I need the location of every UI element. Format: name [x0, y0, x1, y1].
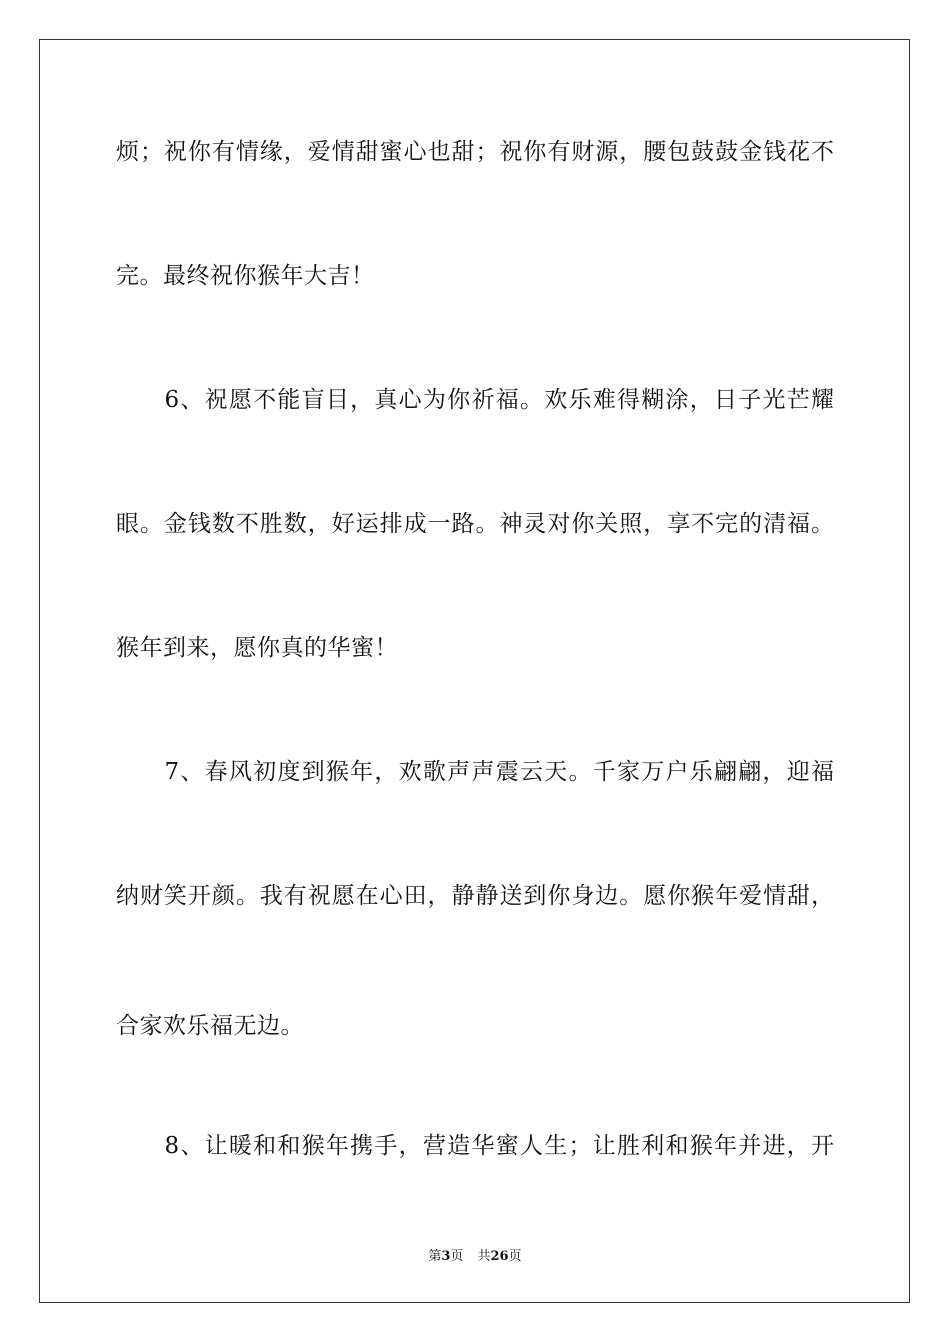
body-text-line-4: 眼。金钱数不胜数，好运排成一路。神灵对你关照，享不完的清福。 — [116, 511, 834, 537]
body-text-line-8: 合家欢乐福无边。 — [116, 1013, 304, 1039]
body-text-line-5: 猴年到来，愿你真的华蜜！ — [116, 635, 398, 661]
total-prefix: 共 — [477, 1249, 491, 1264]
page-suffix: 页 — [450, 1249, 464, 1264]
total-suffix: 页 — [508, 1249, 522, 1264]
page-footer — [0, 1248, 950, 1266]
body-text-line-1: 烦；祝你有情缘，爱情甜蜜心也甜；祝你有财源，腰包鼓鼓金钱花不 — [116, 139, 834, 165]
body-text-line-6: 7、春风初度到猴年，欢歌声声震云天。千家万户乐翩翩，迎福 — [116, 759, 834, 785]
body-text-line-7: 纳财笑开颜。我有祝愿在心田，静静送到你身边。愿你猴年爱情甜， — [116, 883, 834, 909]
page-prefix: 第 — [428, 1249, 442, 1264]
body-text-line-2: 完。最终祝你猴年大吉！ — [116, 263, 375, 289]
total-page-count: 26 — [490, 1249, 509, 1264]
current-page-number: 3 — [441, 1249, 451, 1264]
page-border — [39, 39, 910, 1303]
body-text-line-9: 8、让暖和和猴年携手，营造华蜜人生；让胜利和猴年并进，开 — [116, 1133, 834, 1159]
body-text-line-3: 6、祝愿不能盲目，真心为你祈福。欢乐难得糊涂，日子光芒耀 — [116, 387, 834, 413]
